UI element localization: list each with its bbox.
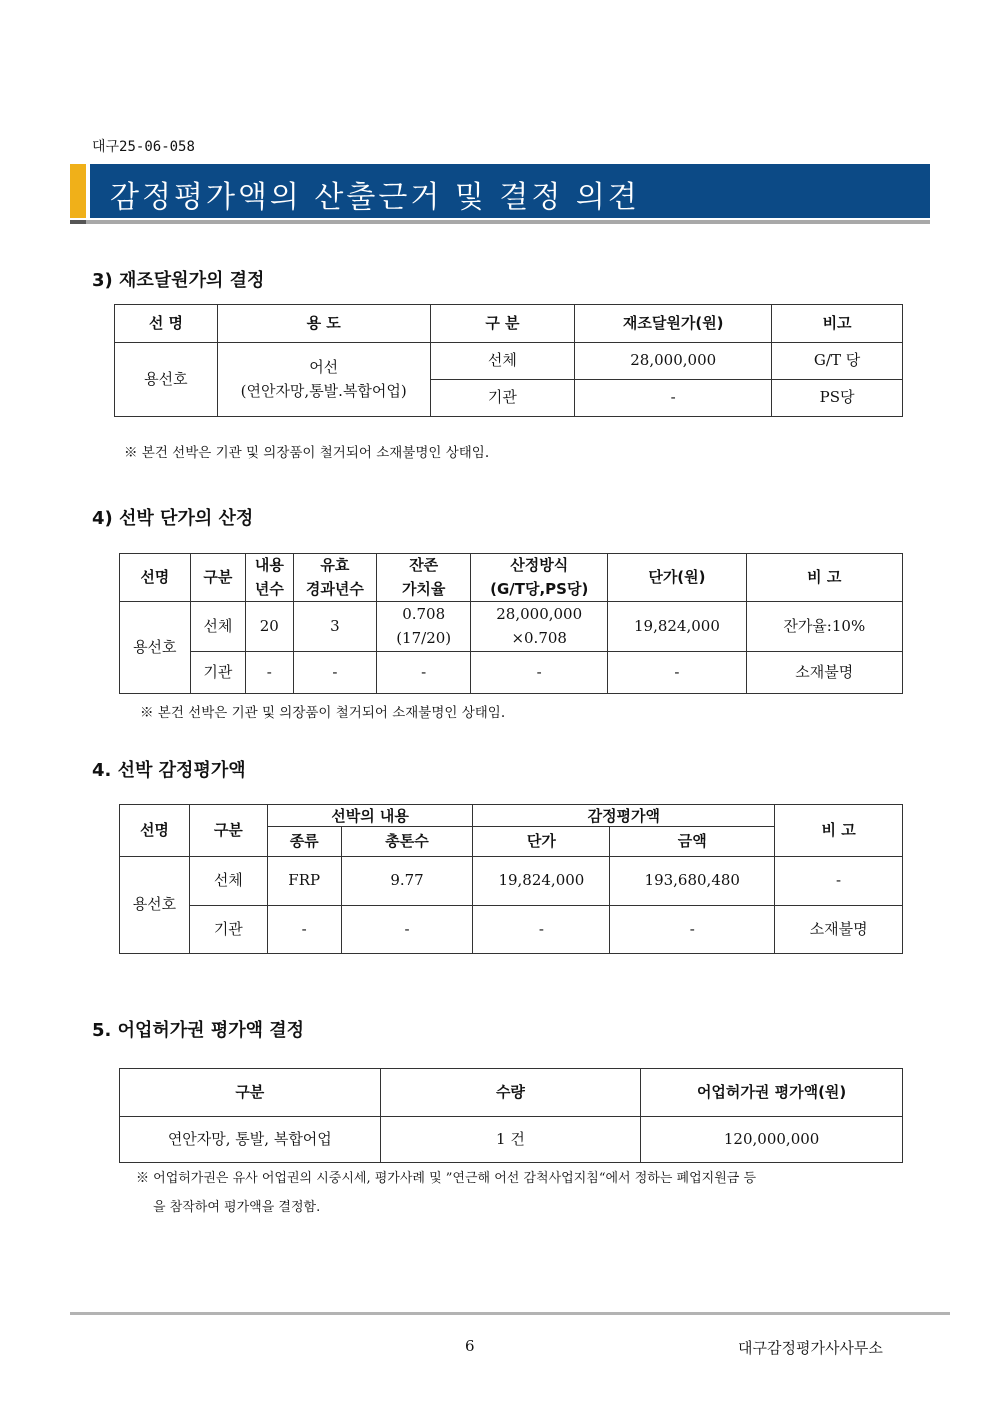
header-residual-rate <box>377 554 471 602</box>
section-heading-unit-price: 4) 선박 단가의 산정 <box>92 508 254 529</box>
unit-price-cell: 19,824,000 <box>608 602 746 652</box>
residual-cell <box>377 602 471 652</box>
category-cell: 기관 <box>430 380 575 417</box>
header-category: 구분 <box>189 805 267 857</box>
header-elapsed-years <box>293 554 377 602</box>
section-heading-vessel-appraisal: 4. 선박 감정평가액 <box>92 760 246 781</box>
method-cell <box>471 602 608 652</box>
header-unit-price: 단가 <box>473 827 610 857</box>
header-vessel-name: 선 명 <box>115 305 218 343</box>
residual-value: 0.708 <box>402 605 446 624</box>
unit-price-table <box>119 553 903 694</box>
cost-cell: 28,000,000 <box>575 343 772 380</box>
header-category: 구분 <box>190 554 245 602</box>
header-residual-l2: 가치율 <box>401 579 446 598</box>
usage-cell <box>217 343 430 417</box>
category-cell: 기관 <box>189 906 267 954</box>
residual-fraction: (17/20) <box>396 628 452 647</box>
header-residual-l1: 잔존 <box>409 556 439 575</box>
header-amount: 금액 <box>610 827 775 857</box>
header-usage: 용 도 <box>217 305 430 343</box>
remarks-cell: G/T 당 <box>772 343 903 380</box>
note-license-line1: ※ 어업허가권은 유사 어업권의 시중시세, 평가사례 및 ”연근해 어선 감척사업지침“에서 정하는 폐업지원금 등 <box>136 1171 757 1186</box>
page-number: 6 <box>465 1337 475 1355</box>
title-underline-accent <box>70 220 86 224</box>
page-title: 감정평가액의 산출근거 및 결정 의견 <box>110 180 640 215</box>
usage-line1: 어선 <box>309 358 339 377</box>
remarks-cell: 소재불명 <box>746 652 902 694</box>
useful-life-cell: 20 <box>246 602 293 652</box>
elapsed-cell: - <box>293 652 377 694</box>
method-cell: - <box>471 652 608 694</box>
header-useful-life-l2: 년수 <box>254 579 284 598</box>
tonnage-cell: - <box>341 906 473 954</box>
header-category: 구 분 <box>430 305 575 343</box>
header-method-l1: 산정방식 <box>510 556 569 575</box>
license-quantity-cell: 1 건 <box>380 1117 641 1163</box>
remarks-cell: - <box>775 857 903 906</box>
header-license-value: 어업허가권 평가액(원) <box>641 1069 903 1117</box>
remarks-cell: PS당 <box>772 380 903 417</box>
header-appraisal-value: 감정평가액 <box>473 805 775 827</box>
title-banner <box>70 164 930 218</box>
remarks-cell: 소재불명 <box>775 906 903 954</box>
section-heading-replacement-cost: 3) 재조달원가의 결정 <box>92 270 265 291</box>
header-elapsed-l1: 유효 <box>320 556 350 575</box>
title-background <box>90 164 930 218</box>
header-quantity: 수량 <box>380 1069 641 1117</box>
header-remarks: 비 고 <box>746 554 902 602</box>
kind-cell: FRP <box>267 857 341 906</box>
replacement-cost-table <box>114 304 903 417</box>
header-remarks: 비 고 <box>775 805 903 857</box>
fishing-license-table <box>119 1068 903 1163</box>
unit-price-cell: - <box>608 652 746 694</box>
header-useful-life <box>246 554 293 602</box>
document-number: 대구25-06-058 <box>92 139 195 155</box>
elapsed-cell: 3 <box>293 602 377 652</box>
amount-cell: 193,680,480 <box>610 857 775 906</box>
section-heading-fishing-license: 5. 어업허가권 평가액 결정 <box>92 1020 305 1041</box>
vessel-name-cell: 용선호 <box>120 857 190 954</box>
residual-cell: - <box>377 652 471 694</box>
header-useful-life-l1: 내용 <box>254 556 284 575</box>
header-kind: 종류 <box>267 827 341 857</box>
header-elapsed-l2: 경과년수 <box>305 579 364 598</box>
kind-cell: - <box>267 906 341 954</box>
note-license-line2: 을 참작하여 평가액을 결정함. <box>153 1200 321 1215</box>
category-cell: 기관 <box>190 652 245 694</box>
header-unit-price: 단가(원) <box>608 554 746 602</box>
amount-cell: - <box>610 906 775 954</box>
header-vessel-name: 선명 <box>120 554 191 602</box>
header-method <box>471 554 608 602</box>
title-underline <box>70 220 930 224</box>
cost-cell: - <box>575 380 772 417</box>
useful-life-cell: - <box>246 652 293 694</box>
vessel-name-cell: 용선호 <box>115 343 218 417</box>
note-replacement-cost: ※ 본건 선박은 기관 및 의장품이 철거되어 소재불명인 상태임. <box>124 445 490 461</box>
header-vessel-name: 선명 <box>120 805 190 857</box>
header-tonnage: 총톤수 <box>341 827 473 857</box>
unit-price-cell: - <box>473 906 610 954</box>
note-unit-price: ※ 본건 선박은 기관 및 의장품이 철거되어 소재불명인 상태임. <box>140 705 506 721</box>
header-replacement-cost: 재조달원가(원) <box>575 305 772 343</box>
category-cell: 선체 <box>190 602 245 652</box>
header-remarks: 비고 <box>772 305 903 343</box>
header-vessel-content: 선박의 내용 <box>267 805 473 827</box>
license-value-cell: 120,000,000 <box>641 1117 903 1163</box>
office-name: 대구감정평가사사무소 <box>738 1339 883 1357</box>
category-cell: 선체 <box>189 857 267 906</box>
footer-divider <box>70 1312 950 1315</box>
header-method-l2: (G/T당,PS당) <box>490 579 589 598</box>
usage-line2: (연안자망,통발.복합어업) <box>240 381 407 400</box>
header-category: 구분 <box>120 1069 381 1117</box>
unit-price-cell: 19,824,000 <box>473 857 610 906</box>
tonnage-cell: 9.77 <box>341 857 473 906</box>
vessel-name-cell: 용선호 <box>120 602 191 694</box>
vessel-appraisal-table <box>119 804 903 954</box>
method-base: 28,000,000 <box>496 605 583 624</box>
title-accent <box>70 164 86 218</box>
remarks-cell: 잔가율:10% <box>746 602 902 652</box>
license-category-cell: 연안자망, 통발, 복합어업 <box>120 1117 381 1163</box>
method-factor: ×0.708 <box>511 628 567 647</box>
category-cell: 선체 <box>430 343 575 380</box>
